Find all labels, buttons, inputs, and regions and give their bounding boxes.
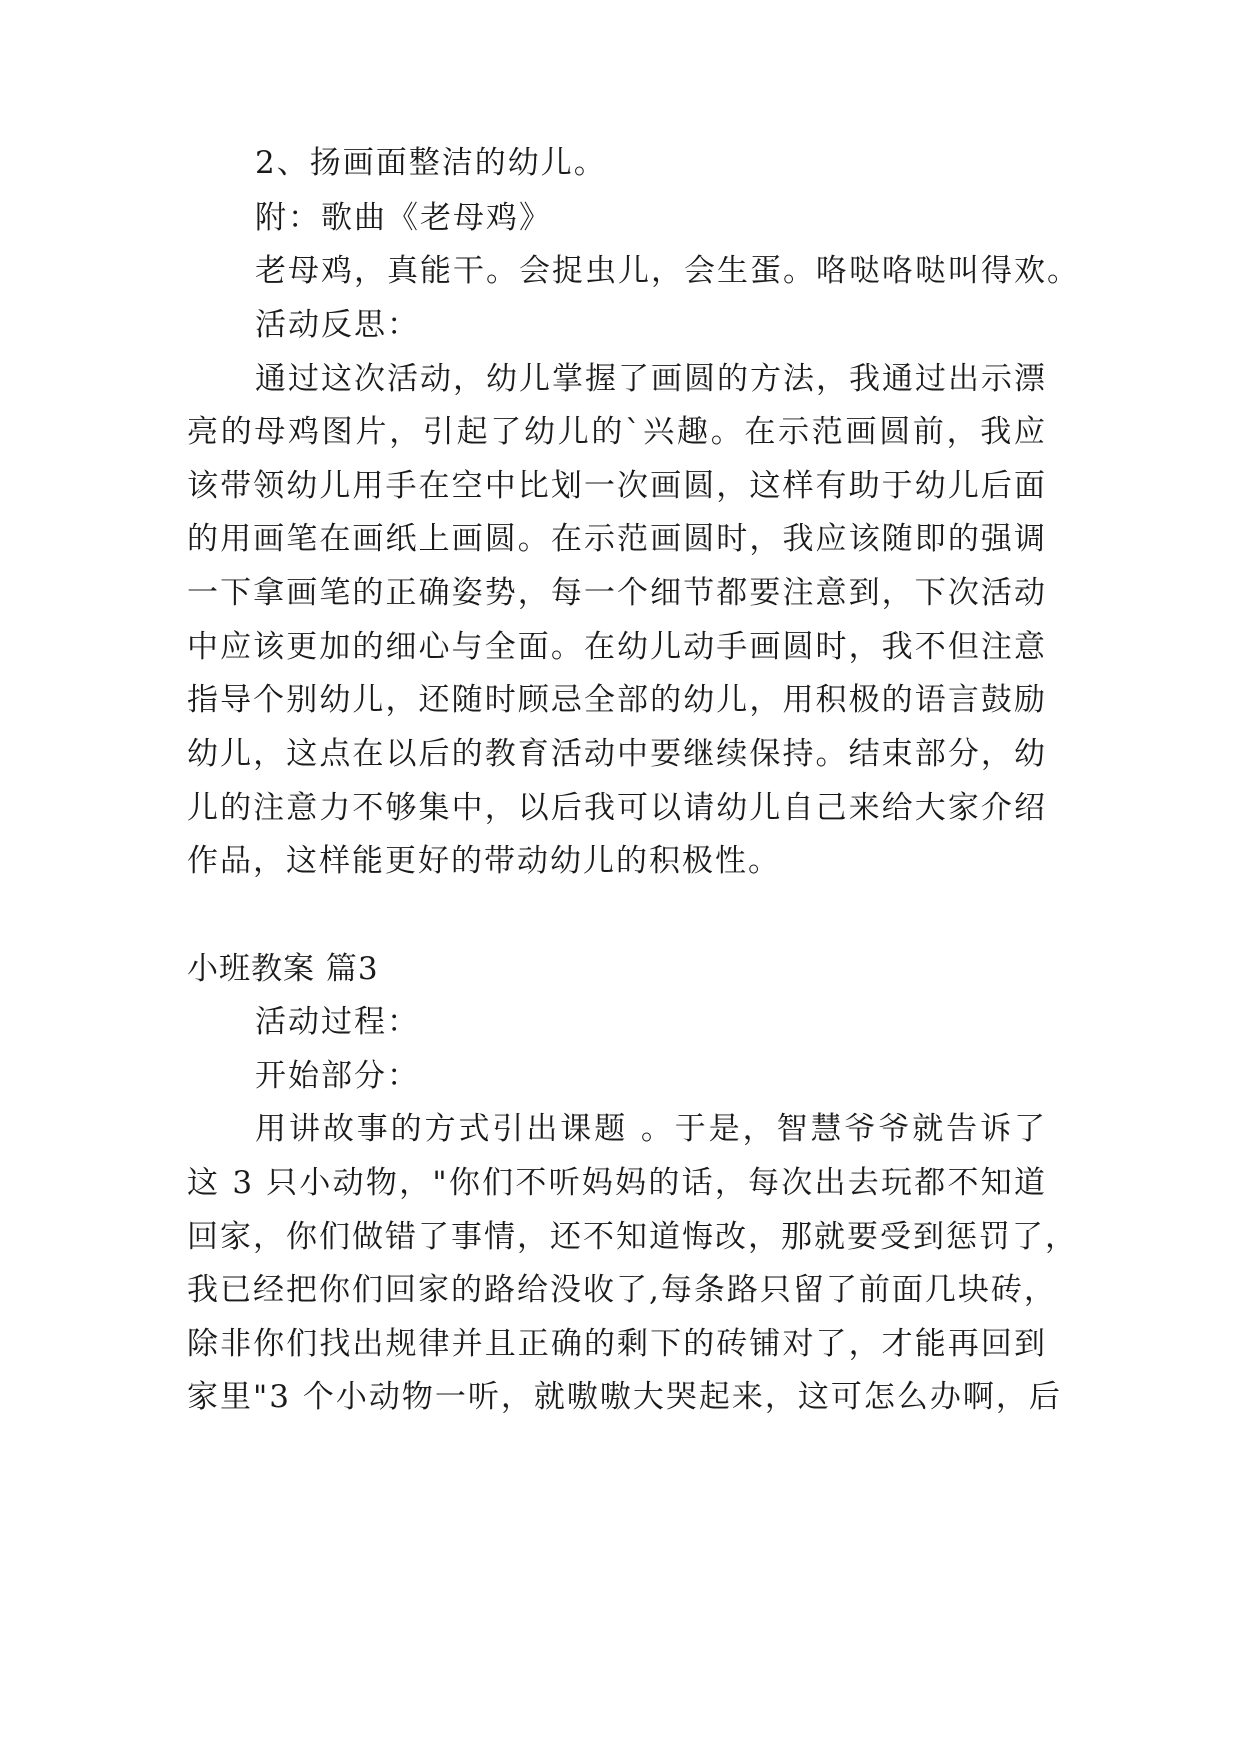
text-line: 指导个别幼儿，还随时顾忌全部的幼儿，用积极的语言鼓励: [187, 682, 1047, 718]
text-line: 的用画笔在画纸上画圆。在示范画圆时，我应该随即的强调: [187, 521, 1047, 557]
text-line: 亮的母鸡图片，引起了幼儿的`兴趣。在示范画圆前，我应: [187, 414, 1047, 450]
text-line: 2、扬画面整洁的幼儿。: [255, 145, 607, 181]
text-line: 中应该更加的细心与全面。在幼儿动手画圆时，我不但注意: [187, 629, 1047, 665]
text-line: 儿的注意力不够集中，以后我可以请幼儿自己来给大家介绍: [187, 790, 1047, 826]
text-line: 我已经把你们回家的路给没收了,每条路只留了前面几块砖，: [187, 1272, 1057, 1308]
text-line: 回家，你们做错了事情，还不知道悔改，那就要受到惩罚了，: [187, 1219, 1078, 1255]
text-line: 该带领幼儿用手在空中比划一次画圆，这样有助于幼儿后面: [187, 468, 1047, 504]
text-line: 用讲故事的方式引出课题 。于是，智慧爷爷就告诉了: [255, 1111, 1047, 1147]
text-line: 幼儿，这点在以后的教育活动中要继续保持。结束部分，幼: [187, 736, 1047, 772]
text-line: 开始部分：: [255, 1058, 420, 1094]
text-line: 这 3 只小动物，"你们不听妈妈的话，每次出去玩都不知道: [187, 1165, 1047, 1201]
text-line: 作品，这样能更好的带动幼儿的积极性。: [187, 843, 781, 879]
text-line: 老母鸡，真能干。会捉虫儿，会生蛋。咯哒咯哒叫得欢。: [255, 253, 1080, 289]
text-line: 通过这次活动，幼儿掌握了画圆的方法，我通过出示漂: [255, 361, 1047, 397]
text-line: 附：歌曲《老母鸡》: [255, 200, 552, 236]
text-line: 除非你们找出规律并且正确的剩下的砖铺对了，才能再回到: [187, 1326, 1047, 1362]
text-line: 活动反思：: [255, 307, 420, 343]
text-line: 家里"3 个小动物一听，就嗷嗷大哭起来，这可怎么办啊，后: [187, 1379, 1062, 1415]
section-heading: 小班教案 篇3: [187, 951, 379, 987]
text-line: 活动过程：: [255, 1004, 420, 1040]
text-line: 一下拿画笔的正确姿势，每一个细节都要注意到，下次活动: [187, 575, 1047, 611]
